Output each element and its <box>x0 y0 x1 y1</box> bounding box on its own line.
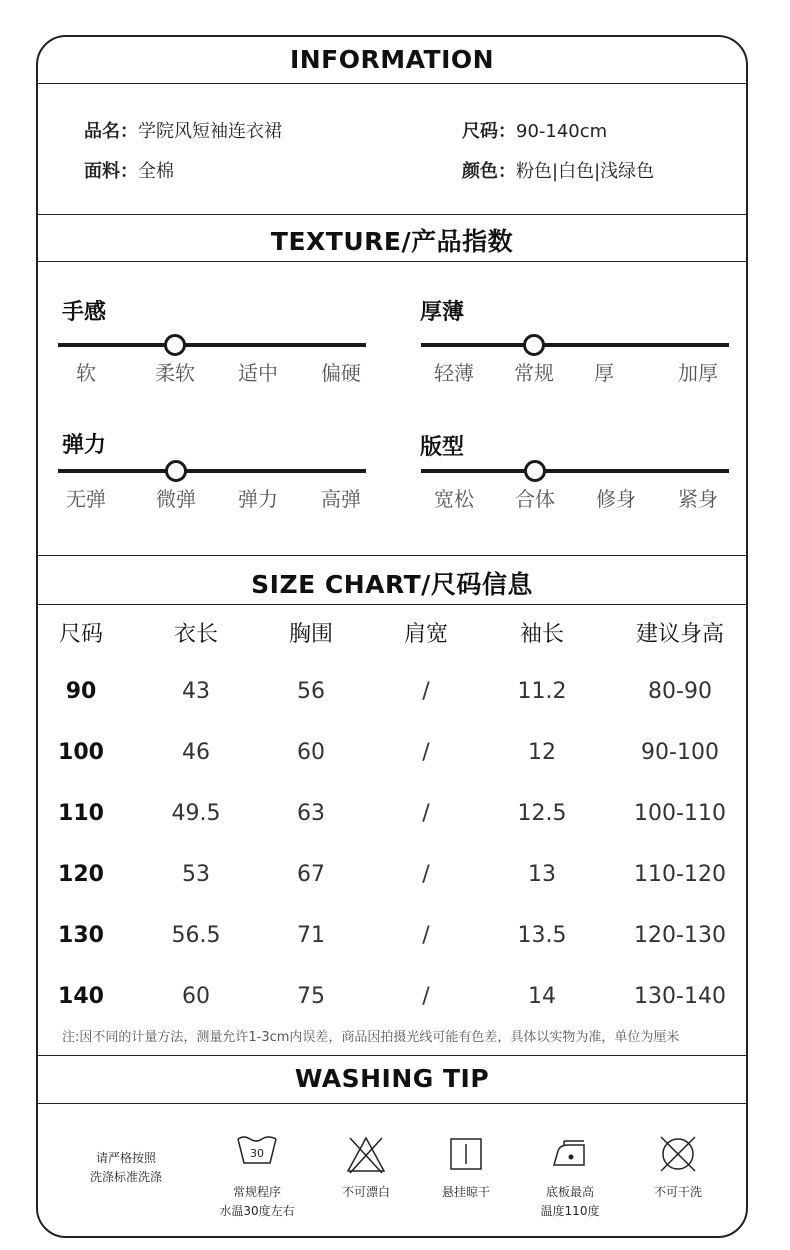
table-header: 肩宽 <box>403 622 449 647</box>
table-cell: 60 <box>182 984 210 1009</box>
texture-tick-label: 厚 <box>594 361 614 385</box>
table-cell: / <box>422 923 430 948</box>
texture-tick-label: 合体 <box>515 487 555 511</box>
texture-tick-label: 加厚 <box>678 361 718 385</box>
washing-label <box>219 1183 294 1221</box>
washing-label <box>541 1183 600 1221</box>
table-header: 尺码 <box>58 622 104 647</box>
washing-intro-line2: 洗涤标准洗涤 <box>89 1170 163 1184</box>
divider <box>38 261 746 262</box>
product-name-key: 品名： <box>84 121 138 142</box>
washing-intro <box>90 1149 162 1187</box>
texture-slider-knob <box>523 334 545 356</box>
table-cell: / <box>422 862 430 887</box>
hang-dry-icon <box>449 1137 483 1175</box>
table-cell: 12 <box>528 740 556 765</box>
product-fabric-value: 全棉 <box>138 161 174 182</box>
table-header: 胸围 <box>288 622 334 647</box>
table-cell: 49.5 <box>171 801 221 826</box>
table-cell: 110-120 <box>634 862 726 887</box>
texture-tick-label: 宽松 <box>434 487 474 511</box>
washing-label <box>342 1183 390 1202</box>
product-fabric <box>84 157 174 183</box>
table-cell: / <box>422 984 430 1009</box>
table-cell: 53 <box>182 862 210 887</box>
washing-title: WASHING TIP <box>294 1064 490 1093</box>
washing-label-line1: 不可干洗 <box>653 1185 703 1199</box>
texture-label: 弹力 <box>62 433 107 458</box>
texture-tick-label: 微弹 <box>156 487 196 511</box>
table-cell: / <box>422 801 430 826</box>
texture-tick-label: 无弹 <box>66 487 106 511</box>
product-size-value: 90-140cm <box>516 121 608 142</box>
wash-temp-label: 30 <box>250 1147 264 1160</box>
texture-slider-track <box>58 343 366 347</box>
table-cell: 43 <box>182 679 210 704</box>
texture-tick-label: 紧身 <box>678 487 718 511</box>
table-cell: 13 <box>528 862 556 887</box>
washing-label-line1: 不可漂白 <box>341 1185 391 1199</box>
table-header: 衣长 <box>173 622 219 647</box>
table-cell: 75 <box>297 984 325 1009</box>
texture-slider-knob <box>165 460 187 482</box>
no-dry-clean-icon <box>658 1134 698 1178</box>
table-header: 建议身高 <box>635 622 725 647</box>
texture-slider-track <box>58 469 366 473</box>
table-cell: 46 <box>182 740 210 765</box>
washing-label-line2: 温度110度 <box>540 1204 600 1218</box>
washing-label <box>442 1183 490 1202</box>
product-size-key: 尺码： <box>462 121 516 142</box>
washing-label-line1: 底板最高 <box>545 1185 594 1199</box>
table-cell: 12.5 <box>517 801 567 826</box>
product-color-value: 粉色|白色|浅绿色 <box>516 161 655 182</box>
washing-label-line1: 悬挂晾干 <box>441 1185 491 1199</box>
table-cell: 140 <box>58 984 104 1009</box>
table-cell: 80-90 <box>648 679 712 704</box>
washing-intro-line1: 请严格按照 <box>95 1151 157 1165</box>
texture-tick-label: 软 <box>76 361 96 385</box>
divider <box>38 555 746 556</box>
product-size <box>462 117 607 143</box>
table-cell: 90 <box>65 679 97 704</box>
texture-title: TEXTURE/产品指数 <box>270 227 514 256</box>
table-cell: 63 <box>297 801 325 826</box>
product-color-key: 颜色： <box>462 161 516 182</box>
texture-tick-label: 高弹 <box>321 487 361 511</box>
size-chart-title: SIZE CHART/尺码信息 <box>251 570 533 599</box>
texture-label: 手感 <box>62 300 107 325</box>
table-cell: 90-100 <box>641 740 719 765</box>
texture-tick-label: 柔软 <box>155 361 195 385</box>
information-card <box>36 35 748 1238</box>
texture-slider-knob <box>524 460 546 482</box>
information-title: INFORMATION <box>289 45 495 74</box>
divider <box>38 1055 746 1056</box>
table-cell: 56.5 <box>171 923 221 948</box>
texture-tick-label: 弹力 <box>238 487 278 511</box>
washing-label <box>654 1183 702 1202</box>
table-cell: 60 <box>297 740 325 765</box>
table-cell: / <box>422 740 430 765</box>
divider <box>38 604 746 605</box>
table-cell: 120 <box>58 862 104 887</box>
texture-label: 版型 <box>420 435 465 460</box>
wash-30-icon <box>236 1135 278 1171</box>
divider <box>38 83 746 84</box>
washing-label-line1: 常规程序 <box>232 1185 281 1199</box>
table-cell: 71 <box>297 923 325 948</box>
table-cell: 110 <box>58 801 104 826</box>
table-cell: 56 <box>297 679 325 704</box>
table-cell: 120-130 <box>634 923 726 948</box>
texture-tick-label: 常规 <box>514 361 554 385</box>
texture-slider-knob <box>164 334 186 356</box>
texture-slider-track <box>421 343 729 347</box>
table-header: 袖长 <box>519 622 565 647</box>
divider <box>38 1103 746 1104</box>
table-cell: 100 <box>58 740 104 765</box>
product-name <box>84 117 282 143</box>
table-cell: 130-140 <box>634 984 726 1009</box>
washing-label-line2: 水温30度左右 <box>219 1204 295 1218</box>
table-cell: 67 <box>297 862 325 887</box>
texture-label: 厚薄 <box>420 300 465 325</box>
table-cell: 100-110 <box>634 801 726 826</box>
product-fabric-key: 面料： <box>84 161 138 182</box>
iron-low-icon <box>550 1139 590 1173</box>
texture-tick-label: 适中 <box>238 361 278 385</box>
table-cell: 130 <box>58 923 104 948</box>
divider <box>38 214 746 215</box>
no-bleach-icon <box>345 1135 387 1179</box>
product-color <box>462 157 654 183</box>
table-cell: 11.2 <box>517 679 567 704</box>
texture-tick-label: 轻薄 <box>434 361 474 385</box>
table-cell: / <box>422 679 430 704</box>
texture-tick-label: 偏硬 <box>321 361 361 385</box>
texture-slider-track <box>421 469 729 473</box>
table-cell: 14 <box>528 984 556 1009</box>
table-cell: 13.5 <box>517 923 567 948</box>
texture-tick-label: 修身 <box>596 487 636 511</box>
size-note: 注:因不同的计量方法，测量允许1-3cm内误差，商品因拍摄光线可能有色差，具体以实物为准，单位为厘米 <box>62 1030 680 1045</box>
product-name-value: 学院风短袖连衣裙 <box>138 121 282 142</box>
